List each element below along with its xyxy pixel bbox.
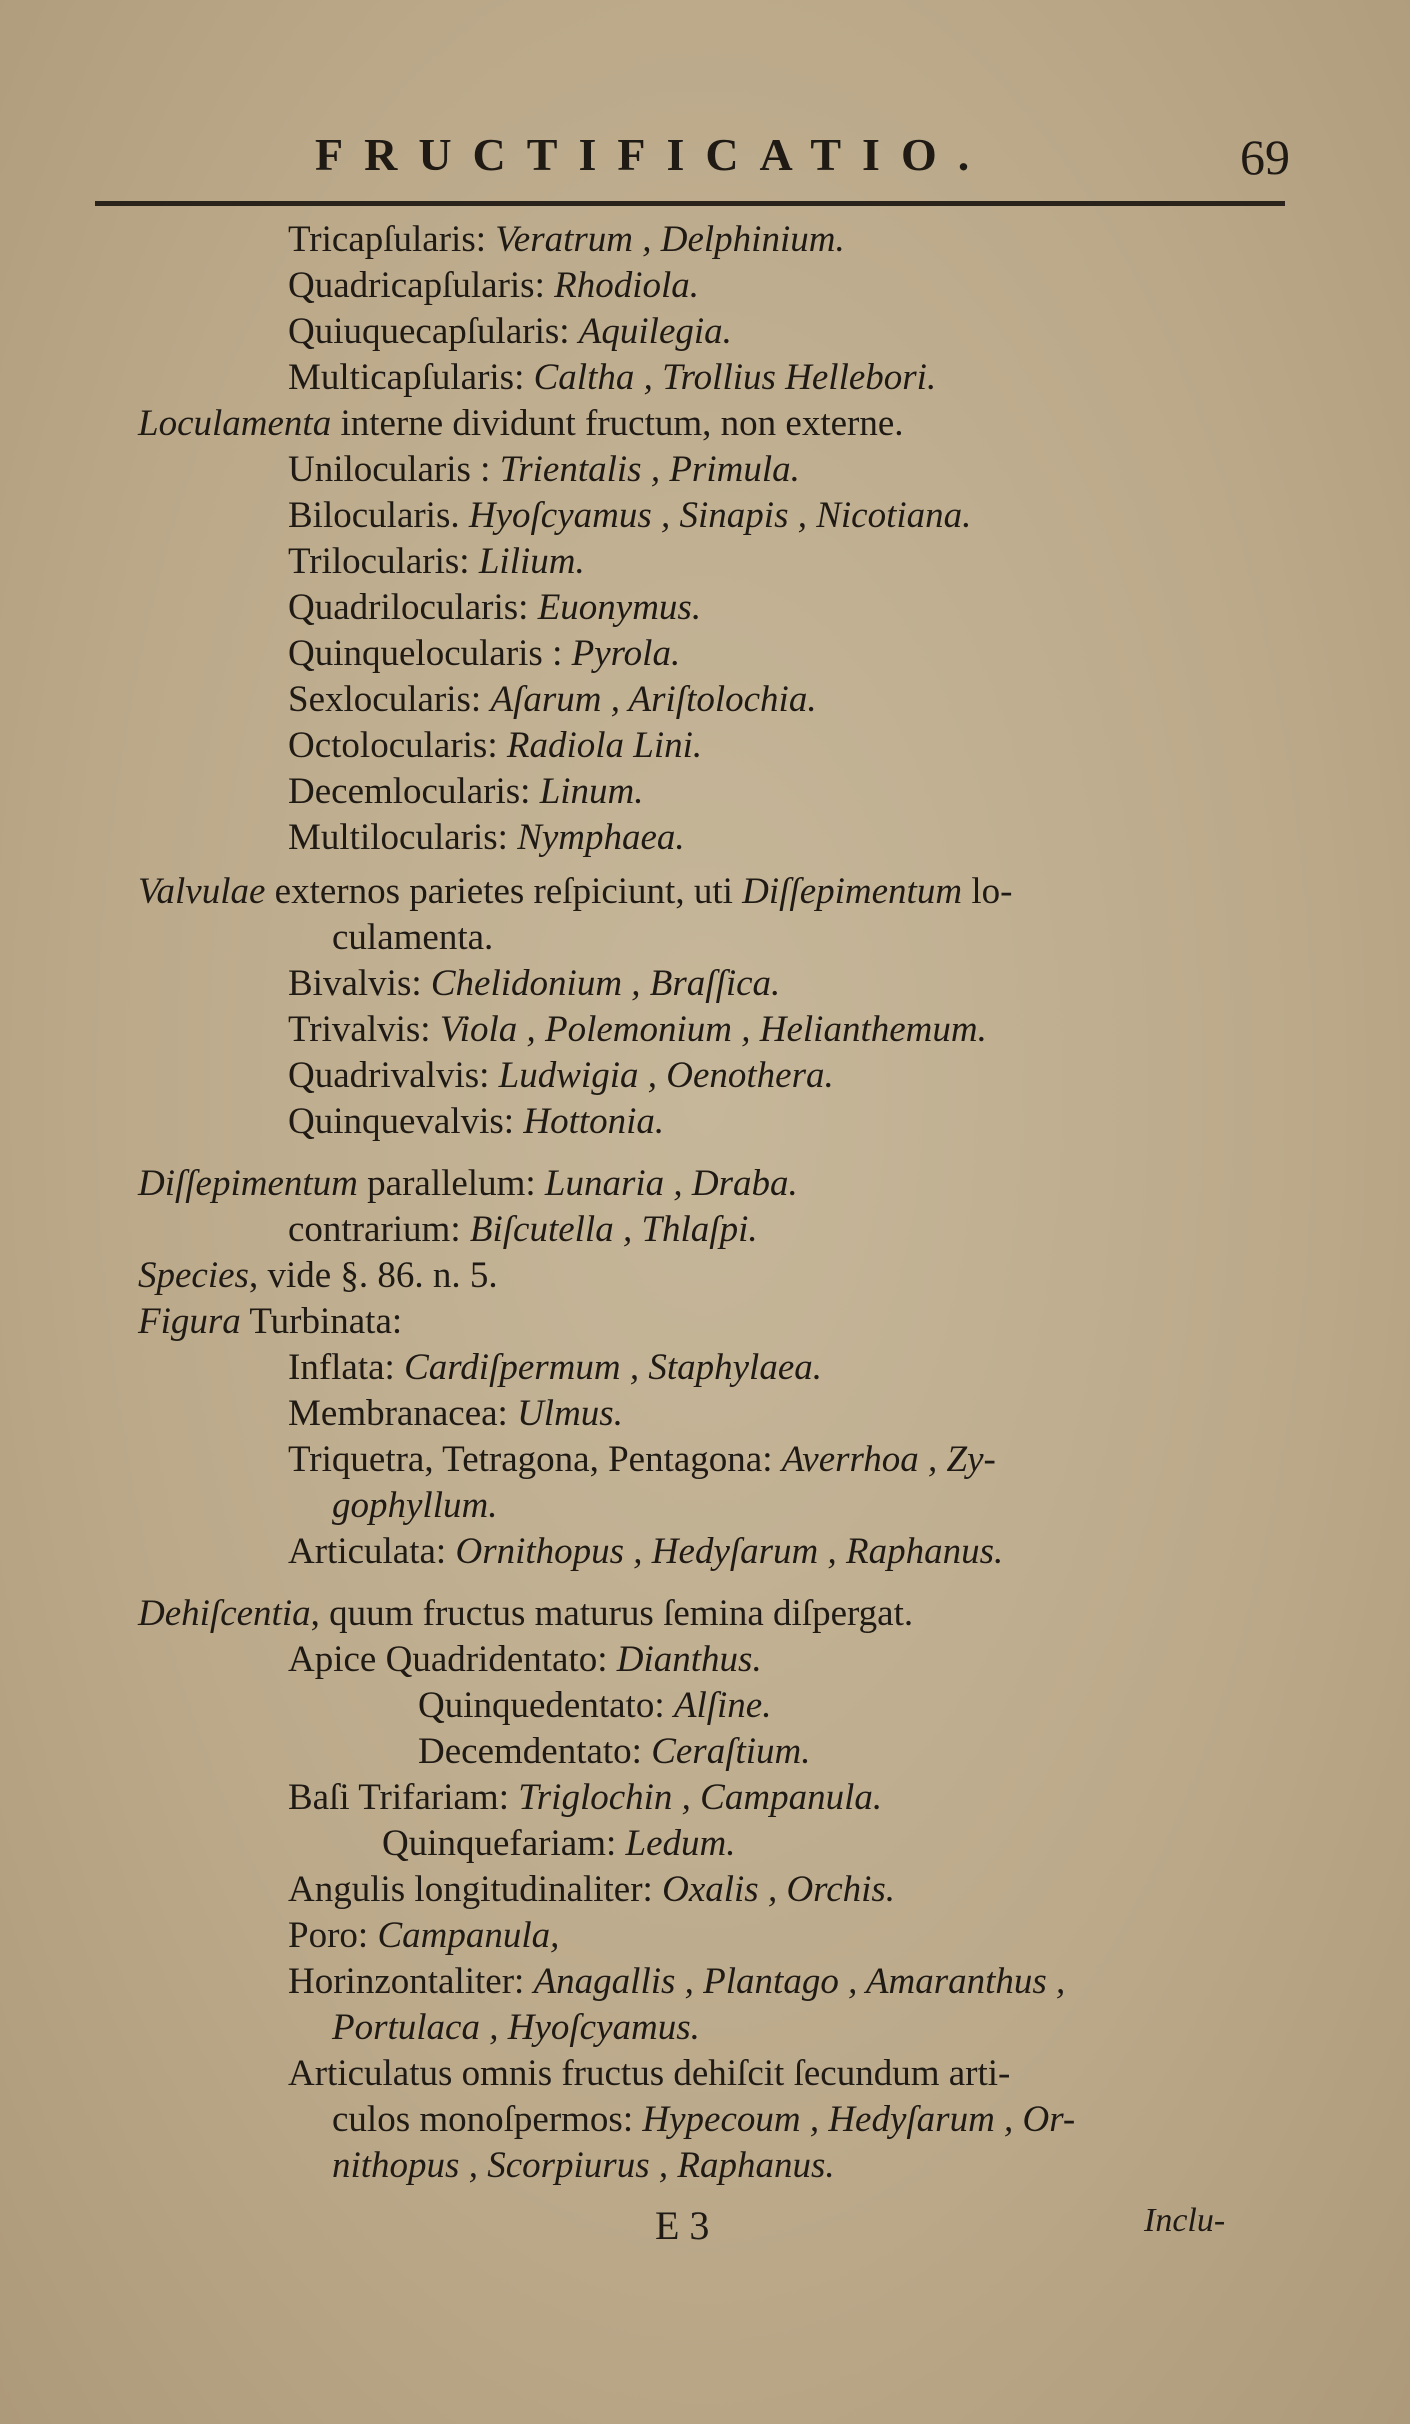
- roman-text: Quinquelocularis :: [288, 633, 572, 674]
- roman-text: Angulis longitudinaliter:: [288, 1869, 663, 1910]
- roman-text: culamenta.: [332, 917, 494, 958]
- italic-text: Oxalis , Orchis.: [662, 1869, 896, 1910]
- roman-text: Membranacea:: [288, 1393, 518, 1434]
- roman-text: contrarium:: [288, 1209, 470, 1250]
- roman-text: Quinquevalvis:: [288, 1101, 524, 1142]
- italic-text: Loculamenta: [138, 403, 332, 444]
- italic-text: Pyrola.: [571, 633, 681, 674]
- roman-text: Apice Quadridentato:: [288, 1639, 617, 1680]
- italic-text: Caltha , Trollius Hellebori.: [533, 357, 937, 398]
- italic-text: Nymphaea.: [517, 817, 685, 858]
- roman-text: Octolocularis:: [288, 725, 507, 766]
- text-line: [332, 2098, 1075, 2142]
- text-line: [288, 1960, 1065, 2004]
- text-line: [288, 1914, 559, 1958]
- text-line: [332, 2006, 700, 2050]
- text-line: [418, 1684, 771, 1728]
- italic-text: Hypecoum , Hedyſarum , Or-: [642, 2099, 1076, 2140]
- text-line: [288, 1530, 1003, 1574]
- text-line: [288, 494, 971, 538]
- text-line: [288, 724, 702, 768]
- text-line: [288, 1054, 834, 1098]
- text-line: [288, 2052, 1010, 2096]
- italic-text: Species: [138, 1255, 249, 1296]
- italic-text: Ceraſtium.: [651, 1731, 811, 1772]
- italic-text: Veratrum , Delphinium.: [495, 219, 845, 260]
- roman-text: Quadrilocularis:: [288, 587, 538, 628]
- italic-text: gophyllum.: [332, 1485, 498, 1526]
- italic-text: Euonymus.: [537, 587, 702, 628]
- roman-text: Quadricapſularis:: [288, 265, 555, 306]
- text-line: [418, 1730, 811, 1774]
- text-line: [288, 632, 680, 676]
- roman-text: Decemdentato:: [418, 1731, 652, 1772]
- italic-text: Ulmus.: [517, 1393, 623, 1434]
- text-line: [138, 1254, 498, 1298]
- roman-text: Quiuquecapſularis:: [288, 311, 579, 352]
- running-title: FRUCTIFICATIO.: [315, 129, 991, 180]
- roman-text: Tricapſularis:: [288, 219, 496, 260]
- italic-text: Linum.: [539, 771, 644, 812]
- italic-text: Dehiſcentia: [138, 1593, 311, 1634]
- roman-text: Trivalvis:: [288, 1009, 440, 1050]
- text-line: [288, 1392, 623, 1436]
- roman-text: Quadrivalvis:: [288, 1055, 499, 1096]
- text-line: [288, 218, 845, 262]
- text-line: [138, 1162, 798, 1206]
- italic-text: Chelidonium , Braſſica.: [430, 963, 781, 1004]
- italic-text: Aquilegia.: [578, 311, 732, 352]
- roman-text: Triquetra, Tetragona, Pentagona:: [288, 1439, 782, 1480]
- italic-text: Figura: [138, 1301, 241, 1342]
- text-line: [288, 770, 644, 814]
- italic-text: Alſine.: [673, 1685, 772, 1726]
- roman-text: externos parietes reſpiciunt, uti: [265, 871, 743, 912]
- roman-text: Baſi Trifariam:: [288, 1777, 519, 1818]
- italic-text: Valvulae: [138, 871, 266, 912]
- text-line: [138, 1592, 913, 1636]
- italic-text: Campanula,: [377, 1915, 560, 1956]
- text-line: [288, 1346, 822, 1390]
- italic-text: Triglochin , Campanula.: [518, 1777, 883, 1818]
- roman-text: Inflata:: [288, 1347, 405, 1388]
- italic-text: Lunaria , Draba.: [544, 1163, 798, 1204]
- italic-text: Diſſepimentum: [138, 1163, 358, 1204]
- roman-text: Trilocularis:: [288, 541, 479, 582]
- text-line: [288, 1638, 762, 1682]
- text-line: [138, 1300, 402, 1344]
- roman-text: Sexlocularis:: [288, 679, 491, 720]
- italic-text: Averrhoa , Zy-: [781, 1439, 996, 1480]
- italic-text: Hyoſcyamus , Sinapis , Nicotiana.: [468, 495, 972, 536]
- italic-text: Anagallis , Plantago , Amaranthus ,: [533, 1961, 1066, 2002]
- italic-text: Ornithopus , Hedyſarum , Raphanus.: [455, 1531, 1004, 1572]
- roman-text: , quum fructus maturus ſemina diſpergat.: [310, 1593, 914, 1634]
- italic-text: Trientalis , Primula.: [499, 449, 800, 490]
- text-line: [288, 1208, 758, 1252]
- text-line: [288, 1100, 664, 1144]
- text-line: [288, 962, 780, 1006]
- roman-text: Bivalvis:: [288, 963, 431, 1004]
- page-header: [130, 128, 1290, 198]
- italic-text: Ledum.: [625, 1823, 736, 1864]
- text-line: [288, 1438, 996, 1482]
- roman-text: Decemlocularis:: [288, 771, 540, 812]
- text-line: [288, 356, 936, 400]
- italic-text: Biſcutella , Thlaſpi.: [469, 1209, 758, 1250]
- signature-mark: E 3: [655, 2203, 710, 2248]
- italic-text: Cardiſpermum , Staphylaea.: [404, 1347, 823, 1388]
- roman-text: Unilocularis :: [288, 449, 500, 490]
- roman-text: Articulata:: [288, 1531, 456, 1572]
- italic-text: Aſarum , Ariſtolochia.: [490, 679, 817, 720]
- italic-text: Portulaca , Hyoſcyamus.: [332, 2007, 700, 2048]
- roman-text: Horinzontaliter:: [288, 1961, 534, 2002]
- text-line: [288, 816, 685, 860]
- italic-text: Diſſepimentum: [742, 871, 963, 912]
- text-line: [288, 310, 732, 354]
- text-line: [138, 402, 904, 446]
- text-line: [382, 1822, 735, 1866]
- header-rule: [95, 201, 1285, 206]
- roman-text: Articulatus omnis fructus dehiſcit ſecundum arti-: [288, 2053, 1011, 2094]
- text-line: [288, 586, 701, 630]
- roman-text: Turbinata:: [240, 1301, 403, 1342]
- text-line: [332, 2144, 835, 2188]
- text-line: [288, 1008, 987, 1052]
- text-line: [288, 264, 699, 308]
- catchword: Inclu-: [1144, 2202, 1226, 2239]
- roman-text: , vide §. 86. n. 5.: [248, 1255, 498, 1296]
- roman-text: Poro:: [288, 1915, 378, 1956]
- roman-text: parallelum:: [357, 1163, 545, 1204]
- text-line: [288, 1776, 882, 1820]
- roman-text: Quinquefariam:: [382, 1823, 626, 1864]
- italic-text: Radiola Lini.: [506, 725, 703, 766]
- roman-text: culos monoſpermos:: [332, 2099, 643, 2140]
- roman-text: Quinquedentato:: [418, 1685, 674, 1726]
- italic-text: Lilium.: [478, 541, 585, 582]
- text-line: [332, 916, 493, 960]
- text-line: [288, 448, 800, 492]
- italic-text: Ludwigia , Oenothera.: [498, 1055, 834, 1096]
- roman-text: Multilocularis:: [288, 817, 518, 858]
- italic-text: Dianthus.: [616, 1639, 762, 1680]
- text-line: [288, 1868, 895, 1912]
- page-number: 69: [1240, 129, 1290, 185]
- text-line: [138, 870, 1012, 914]
- roman-text: interne dividunt fructum, non externe.: [331, 403, 904, 444]
- text-line: [288, 540, 585, 584]
- italic-text: nithopus , Scorpiurus , Raphanus.: [332, 2145, 835, 2186]
- italic-text: Viola , Polemonium , Helianthemum.: [439, 1009, 987, 1050]
- italic-text: Hottonia.: [523, 1101, 665, 1142]
- roman-text: Bilocularis.: [288, 495, 469, 536]
- italic-text: Rhodiola.: [554, 265, 700, 306]
- roman-text: lo-: [962, 871, 1013, 912]
- text-line: [288, 678, 817, 722]
- roman-text: Multicapſularis:: [288, 357, 534, 398]
- text-line: [332, 1484, 497, 1528]
